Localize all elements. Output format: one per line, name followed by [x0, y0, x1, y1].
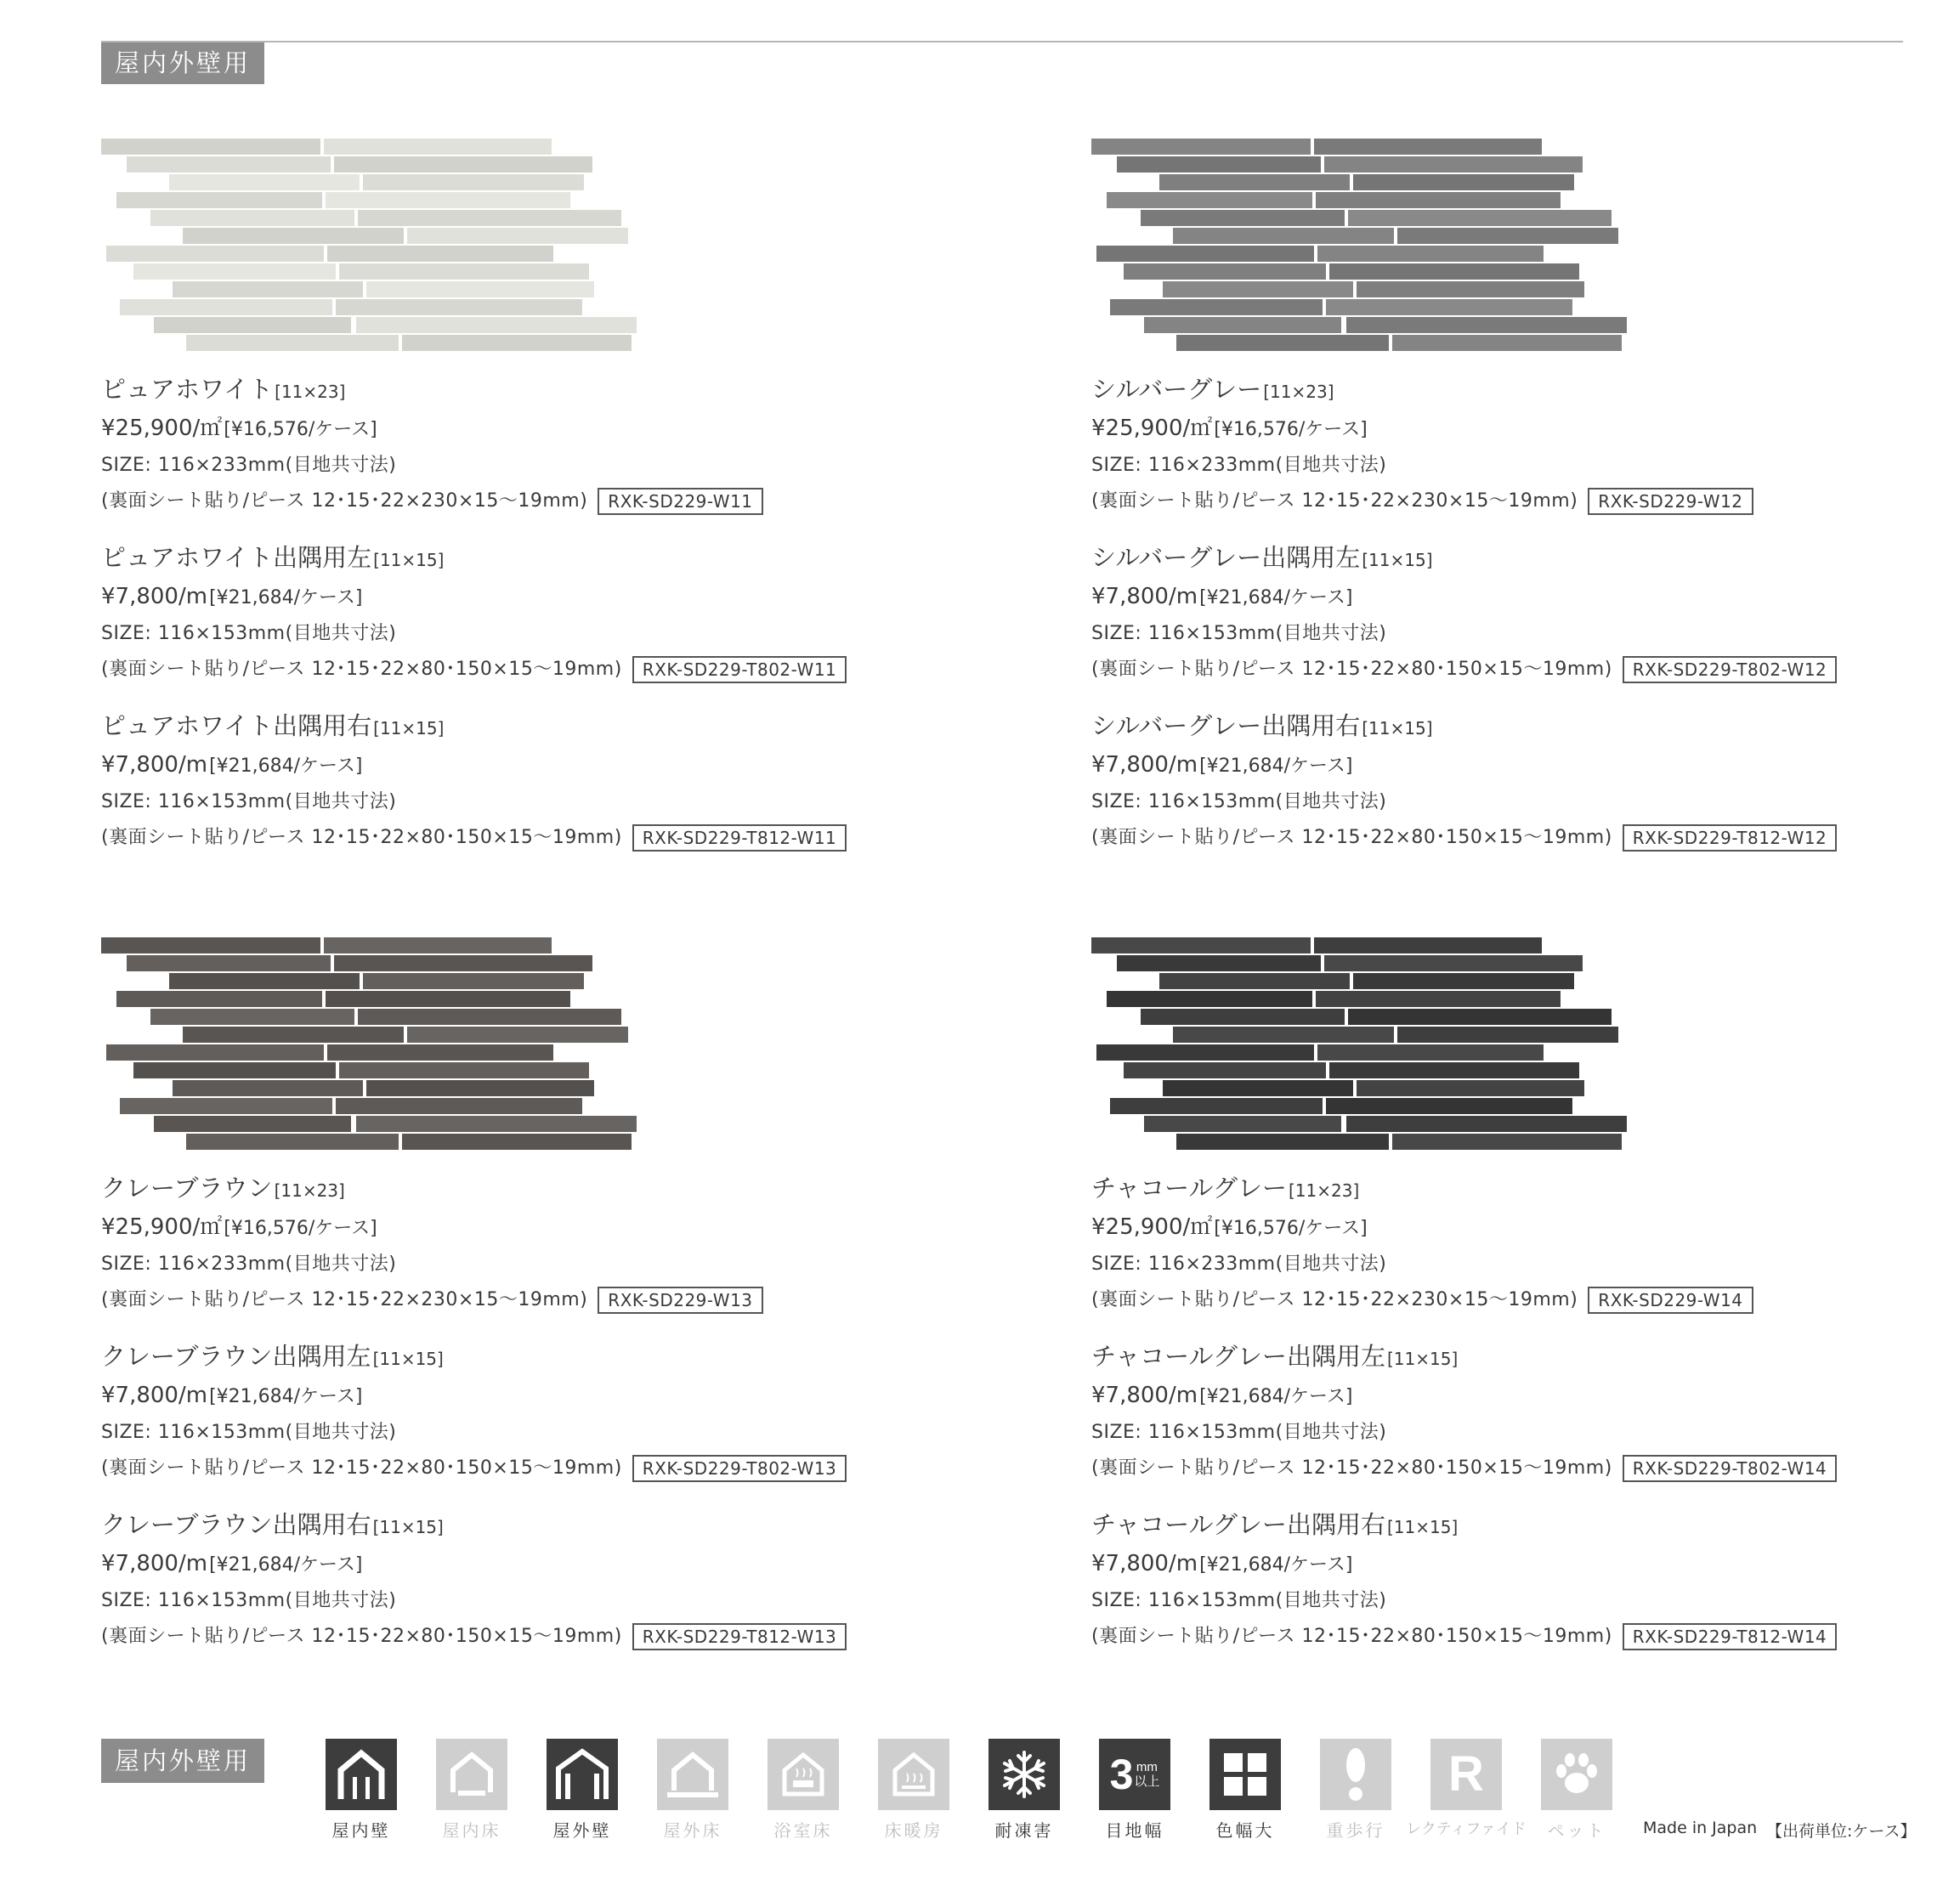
product-name-line: [1091, 1505, 1941, 1544]
footer-section-label: 屋内外壁用: [101, 1739, 264, 1783]
spec-text: (裏面シート貼り/ピース 12･15･22×80･150×15〜19mm): [101, 659, 622, 680]
product-name-line: [1091, 1337, 1941, 1376]
spec-line: [101, 1282, 951, 1318]
size-line: SIZE: 116×153mm(目地共寸法): [1091, 1422, 1387, 1443]
usage-icon-2: [547, 1739, 618, 1842]
product-entry: [1091, 1505, 1941, 1655]
usage-icon-label: 浴室床: [773, 1820, 833, 1841]
price: ¥7,800/m: [1091, 584, 1198, 609]
product-code: RXK-SD229-T802-W11: [632, 656, 847, 683]
product-code: RXK-SD229-T812-W13: [632, 1623, 847, 1650]
product-name-line: [101, 370, 951, 409]
product-entry: [101, 538, 951, 688]
tile-strip: [1392, 335, 1622, 351]
price-line: [101, 1376, 951, 1415]
tile-strip: [402, 335, 632, 351]
spec-line: [1091, 484, 1941, 519]
tile-strip: [1110, 1098, 1323, 1114]
price-line: [1091, 577, 1941, 616]
tile-strip: [106, 1044, 324, 1061]
usage-icon-label: 色幅大: [1215, 1820, 1275, 1841]
tile-strip: [173, 281, 363, 297]
product-code: RXK-SD229-T812-W12: [1623, 824, 1838, 852]
product-name-line: [101, 1337, 951, 1376]
size-class: [11×15]: [373, 718, 445, 738]
size-class: [11×23]: [274, 1180, 345, 1201]
tile-strip: [1144, 1116, 1341, 1132]
tile-strip: [366, 1080, 594, 1096]
made-in-label: Made in Japan: [1643, 1819, 1758, 1837]
size-line: SIZE: 116×233mm(目地共寸法): [1091, 1253, 1387, 1275]
size-class: [11×15]: [1362, 718, 1433, 738]
product-name-line: [1091, 370, 1941, 409]
joint-width-value: 3: [1109, 1751, 1134, 1798]
footprint-icon: [1320, 1739, 1391, 1810]
spec-line: [101, 652, 951, 688]
size-class: [11×15]: [373, 550, 445, 570]
product-code: RXK-SD229-T802-W14: [1623, 1455, 1838, 1482]
snowflake-icon: [988, 1739, 1060, 1810]
tile-strip: [1173, 1027, 1394, 1043]
price-line: [1091, 1544, 1941, 1583]
tile-strip: [1329, 1062, 1579, 1078]
section-label: 屋内外壁用: [101, 42, 264, 84]
tile-strip: [120, 299, 332, 315]
product-entry: [101, 370, 951, 519]
tile-swatch: [101, 937, 662, 1150]
product-block-silver-grey: [1091, 139, 1941, 874]
tile-strip: [1159, 973, 1350, 989]
product-entry: [1091, 1169, 1941, 1318]
product-name-line: [1091, 538, 1941, 577]
tile-strip: [1314, 937, 1542, 953]
tile-strip: [101, 139, 320, 155]
product-name: ピュアホワイト: [101, 375, 274, 404]
size-class: [11×15]: [1362, 550, 1433, 570]
product-code: RXK-SD229-T802-W13: [632, 1455, 847, 1482]
product-name: クレーブラウン出隅用右: [101, 1510, 371, 1539]
tile-strip: [1096, 246, 1314, 262]
tile-strip: [1329, 263, 1579, 280]
joint-width-icon: [1099, 1739, 1170, 1810]
size-line: SIZE: 116×153mm(目地共寸法): [101, 791, 397, 812]
product-block-clay-brown: [101, 937, 951, 1673]
spec-text: (裏面シート貼り/ピース 12･15･22×80･150×15〜19mm): [1091, 659, 1612, 680]
case-price: [¥16,576/ケース]: [224, 419, 377, 440]
size-line: SIZE: 116×153mm(目地共寸法): [101, 623, 397, 644]
tile-strip: [1348, 210, 1612, 226]
case-price: [¥21,684/ケース]: [1199, 1554, 1353, 1576]
paw-icon: [1541, 1739, 1612, 1810]
price: ¥7,800/m: [101, 752, 208, 778]
color-variation-icon: [1209, 1739, 1281, 1810]
size-line: SIZE: 116×233mm(目地共寸法): [101, 455, 397, 476]
tile-strip: [1326, 1098, 1572, 1114]
tile-strip: [127, 955, 331, 971]
usage-icon-label: 屋外壁: [552, 1820, 612, 1841]
tile-strip: [326, 192, 570, 208]
product-name: シルバーグレー: [1091, 375, 1262, 404]
price: ¥25,900/㎡: [1091, 1214, 1213, 1240]
price: ¥25,900/㎡: [1091, 416, 1213, 441]
product-name-line: [1091, 706, 1941, 745]
joint-width-unit: mm: [1136, 1760, 1158, 1774]
spec-text: (裏面シート貼り/ピース 12･15･22×80･150×15〜19mm): [101, 1626, 622, 1647]
usage-icon-label: レクティファイド: [1406, 1820, 1527, 1838]
tile-strip: [334, 955, 592, 971]
tile-strip: [1392, 1134, 1622, 1150]
product-name-line: [101, 1505, 951, 1544]
case-price: [¥21,684/ケース]: [209, 1386, 363, 1407]
tile-strip: [1316, 192, 1561, 208]
tile-strip: [154, 317, 351, 333]
tile-swatch: [1091, 139, 1652, 351]
floor-heating-icon: [878, 1739, 949, 1810]
price: ¥7,800/m: [101, 1551, 208, 1576]
outdoor-floor-icon: [657, 1739, 728, 1810]
size-class: [11×23]: [1263, 382, 1334, 402]
price-line: [1091, 1376, 1941, 1415]
case-price: [¥21,684/ケース]: [1199, 755, 1353, 777]
tile-strip: [101, 937, 320, 953]
size-line: SIZE: 116×153mm(目地共寸法): [101, 1422, 397, 1443]
spec-text: (裏面シート貼り/ピース 12･15･22×80･150×15〜19mm): [1091, 1626, 1612, 1647]
product-code: RXK-SD229-T812-W11: [632, 824, 847, 852]
usage-icon-0: [326, 1739, 397, 1842]
indoor-wall-icon: [326, 1739, 397, 1810]
tile-strip: [358, 210, 621, 226]
tile-strip: [1357, 281, 1584, 297]
product-entry: [101, 1337, 951, 1486]
tile-strip: [183, 1027, 404, 1043]
tile-strip: [116, 991, 322, 1007]
tile-strip: [1326, 299, 1572, 315]
tile-strip: [1110, 299, 1323, 315]
product-name: シルバーグレー出隅用右: [1091, 711, 1361, 740]
tile-strip: [150, 210, 354, 226]
product-code: RXK-SD229-W11: [598, 488, 762, 515]
spec-line: [101, 484, 951, 519]
product-name-line: [101, 706, 951, 745]
tile-strip: [339, 263, 589, 280]
tile-strip: [326, 991, 570, 1007]
tile-strip: [356, 1116, 637, 1132]
usage-icon-label: ペット: [1547, 1820, 1606, 1841]
usage-icon-1: [436, 1739, 507, 1842]
usage-icon-8: [1209, 1739, 1281, 1842]
usage-icon-7: [1099, 1739, 1170, 1842]
tile-strip: [169, 174, 360, 190]
price: ¥25,900/㎡: [101, 416, 223, 441]
tile-strip: [1117, 156, 1321, 173]
tile-strip: [402, 1134, 632, 1150]
product-name: チャコールグレー出隅用右: [1091, 1510, 1385, 1539]
product-code: RXK-SD229-W12: [1588, 488, 1753, 515]
usage-icon-label: 重歩行: [1326, 1820, 1385, 1841]
tile-strip: [133, 1062, 336, 1078]
tile-strip: [1091, 139, 1311, 155]
tile-strip: [1173, 228, 1394, 244]
price-line: [101, 577, 951, 616]
price-line: [101, 1544, 951, 1583]
usage-icon-label: 目地幅: [1105, 1820, 1164, 1841]
rectified-glyph: R: [1448, 1746, 1484, 1802]
product-entry: [1091, 1337, 1941, 1486]
tile-strip: [1346, 317, 1627, 333]
case-price: [¥21,684/ケース]: [1199, 587, 1353, 608]
product-entry: [101, 1169, 951, 1318]
size-class: [11×15]: [1386, 1349, 1459, 1369]
tile-strip: [407, 1027, 628, 1043]
usage-icon-10: [1406, 1739, 1527, 1839]
case-price: [¥21,684/ケース]: [209, 587, 363, 608]
case-price: [¥16,576/ケース]: [1214, 1218, 1368, 1239]
tile-strip: [173, 1080, 363, 1096]
price-line: [101, 745, 951, 784]
price-line: [1091, 1208, 1941, 1247]
top-rule: [101, 41, 1903, 42]
tile-strip: [1317, 246, 1544, 262]
product-name: ピュアホワイト出隅用右: [101, 711, 372, 740]
product-entry: [1091, 538, 1941, 688]
tile-strip: [1144, 317, 1341, 333]
product-name: チャコールグレー出隅用左: [1091, 1342, 1385, 1371]
price-line: [101, 1208, 951, 1247]
tile-strip: [1176, 335, 1389, 351]
tile-swatch: [101, 139, 662, 351]
case-price: [¥21,684/ケース]: [1199, 1386, 1353, 1407]
spec-line: [101, 820, 951, 856]
tile-strip: [1107, 991, 1312, 1007]
price: ¥25,900/㎡: [101, 1214, 223, 1240]
tile-strip: [127, 156, 331, 173]
usage-icon-label: 屋内壁: [331, 1820, 391, 1841]
tile-strip: [339, 1062, 589, 1078]
tile-strip: [120, 1098, 332, 1114]
tile-strip: [358, 1009, 621, 1025]
spec-text: (裏面シート貼り/ピース 12･15･22×80･150×15〜19mm): [1091, 1457, 1612, 1479]
tile-strip: [186, 1134, 399, 1150]
rectified-icon: [1430, 1739, 1502, 1810]
tile-strip: [1324, 156, 1583, 173]
product-block-pure-white: [101, 139, 951, 874]
price: ¥7,800/m: [101, 1383, 208, 1408]
bathroom-floor-icon: [768, 1739, 839, 1810]
usage-icon-label: 耐凍害: [994, 1820, 1054, 1841]
tile-strip: [1348, 1009, 1612, 1025]
tile-strip: [1124, 263, 1326, 280]
price: ¥7,800/m: [1091, 1383, 1198, 1408]
spec-text: (裏面シート貼り/ピース 12･15･22×80･150×15〜19mm): [101, 1457, 622, 1479]
spec-text: (裏面シート貼り/ピース 12･15･22×80･150×15〜19mm): [1091, 827, 1612, 848]
product-name-line: [101, 1169, 951, 1208]
tile-strip: [150, 1009, 354, 1025]
tile-strip: [169, 973, 360, 989]
usage-icon-11: [1541, 1739, 1612, 1842]
price-line: [101, 409, 951, 448]
tile-strip: [1124, 1062, 1326, 1078]
product-entry: [101, 1505, 951, 1655]
usage-icon-6: [988, 1739, 1060, 1842]
size-class: [11×15]: [372, 1349, 444, 1369]
usage-icon-label: 屋外床: [663, 1820, 722, 1841]
tile-strip: [106, 246, 324, 262]
tile-strip: [1316, 991, 1561, 1007]
spec-text: (裏面シート貼り/ピース 12･15･22×80･150×15〜19mm): [101, 827, 622, 848]
product-code: RXK-SD229-W13: [598, 1287, 762, 1314]
tile-strip: [327, 246, 553, 262]
joint-width-note: 以上: [1134, 1774, 1160, 1789]
tile-strip: [324, 937, 552, 953]
price: ¥7,800/m: [1091, 1551, 1198, 1576]
spec-line: [1091, 1619, 1941, 1655]
tile-strip: [336, 299, 582, 315]
tile-strip: [1397, 1027, 1618, 1043]
tile-strip: [324, 139, 552, 155]
tile-strip: [1324, 955, 1583, 971]
size-class: [11×23]: [275, 382, 346, 402]
price-line: [1091, 745, 1941, 784]
tile-strip: [1117, 955, 1321, 971]
product-name: クレーブラウン出隅用左: [101, 1342, 371, 1371]
size-line: SIZE: 116×153mm(目地共寸法): [101, 1590, 397, 1611]
spec-line: [1091, 1451, 1941, 1486]
tile-strip: [336, 1098, 582, 1114]
usage-icon-4: [768, 1739, 839, 1842]
tile-strip: [154, 1116, 351, 1132]
price: ¥7,800/m: [101, 584, 208, 609]
tile-strip: [1107, 192, 1312, 208]
tile-strip: [186, 335, 399, 351]
usage-icon-label: 床暖房: [884, 1820, 943, 1841]
tile-strip: [356, 317, 637, 333]
product-name: ピュアホワイト出隅用左: [101, 543, 372, 572]
product-entry: [1091, 706, 1941, 856]
tile-strip: [116, 192, 322, 208]
tile-strip: [1159, 174, 1350, 190]
price-line: [1091, 409, 1941, 448]
usage-icon-3: [657, 1739, 728, 1842]
tile-strip: [183, 228, 404, 244]
tile-strip: [1397, 228, 1618, 244]
spec-line: [101, 1451, 951, 1486]
tile-strip: [363, 973, 584, 989]
tile-strip: [363, 174, 584, 190]
size-line: SIZE: 116×233mm(目地共寸法): [101, 1253, 397, 1275]
tile-strip: [1317, 1044, 1544, 1061]
spec-text: (裏面シート貼り/ピース 12･15･22×230×15〜19mm): [101, 490, 588, 512]
tile-strip: [1176, 1134, 1389, 1150]
tile-strip: [1091, 937, 1311, 953]
tile-strip: [327, 1044, 553, 1061]
size-line: SIZE: 116×153mm(目地共寸法): [1091, 1590, 1387, 1611]
tile-strip: [334, 156, 592, 173]
spec-line: [1091, 652, 1941, 688]
size-class: [11×23]: [1288, 1180, 1360, 1201]
product-entry: [101, 706, 951, 856]
usage-icon-5: [878, 1739, 949, 1842]
price: ¥7,800/m: [1091, 752, 1198, 778]
product-name: クレーブラウン: [101, 1174, 273, 1202]
case-price: [¥21,684/ケース]: [209, 755, 363, 777]
product-name: チャコールグレー: [1091, 1174, 1287, 1202]
spec-text: (裏面シート貼り/ピース 12･15･22×230×15〜19mm): [1091, 490, 1578, 512]
spec-text: (裏面シート貼り/ピース 12･15･22×230×15〜19mm): [1091, 1289, 1578, 1310]
spec-line: [1091, 820, 1941, 856]
tile-strip: [1163, 1080, 1353, 1096]
size-class: [11×15]: [372, 1517, 444, 1537]
shipping-unit-label: 【出荷単位:ケース】: [1766, 1822, 1917, 1841]
indoor-floor-icon: [436, 1739, 507, 1810]
spec-line: [1091, 1282, 1941, 1318]
case-price: [¥16,576/ケース]: [1214, 419, 1368, 440]
tile-strip: [1314, 139, 1542, 155]
tile-strip: [1357, 1080, 1584, 1096]
tile-strip: [1141, 1009, 1345, 1025]
size-class: [11×15]: [1386, 1517, 1459, 1537]
tile-strip: [1353, 174, 1574, 190]
usage-icon-label: 屋内床: [442, 1820, 501, 1841]
spec-text: (裏面シート貼り/ピース 12･15･22×230×15〜19mm): [101, 1289, 588, 1310]
usage-icon-9: [1320, 1739, 1391, 1842]
outdoor-wall-icon: [547, 1739, 618, 1810]
size-line: SIZE: 116×233mm(目地共寸法): [1091, 455, 1387, 476]
product-name: シルバーグレー出隅用左: [1091, 543, 1361, 572]
size-line: SIZE: 116×153mm(目地共寸法): [1091, 791, 1387, 812]
size-line: SIZE: 116×153mm(目地共寸法): [1091, 623, 1387, 644]
product-code: RXK-SD229-T812-W14: [1623, 1623, 1838, 1650]
tile-strip: [1346, 1116, 1627, 1132]
case-price: [¥21,684/ケース]: [209, 1554, 363, 1576]
tile-strip: [1141, 210, 1345, 226]
tile-strip: [366, 281, 594, 297]
tile-strip: [1096, 1044, 1314, 1061]
case-price: [¥16,576/ケース]: [224, 1218, 377, 1239]
tile-swatch: [1091, 937, 1652, 1150]
tile-strip: [407, 228, 628, 244]
tile-strip: [1353, 973, 1574, 989]
tile-strip: [133, 263, 336, 280]
product-name-line: [1091, 1169, 1941, 1208]
product-block-charcoal-grey: [1091, 937, 1941, 1673]
product-entry: [1091, 370, 1941, 519]
product-code: RXK-SD229-T802-W12: [1623, 656, 1838, 683]
spec-line: [101, 1619, 951, 1655]
product-name-line: [101, 538, 951, 577]
tile-strip: [1163, 281, 1353, 297]
product-code: RXK-SD229-W14: [1588, 1287, 1753, 1314]
